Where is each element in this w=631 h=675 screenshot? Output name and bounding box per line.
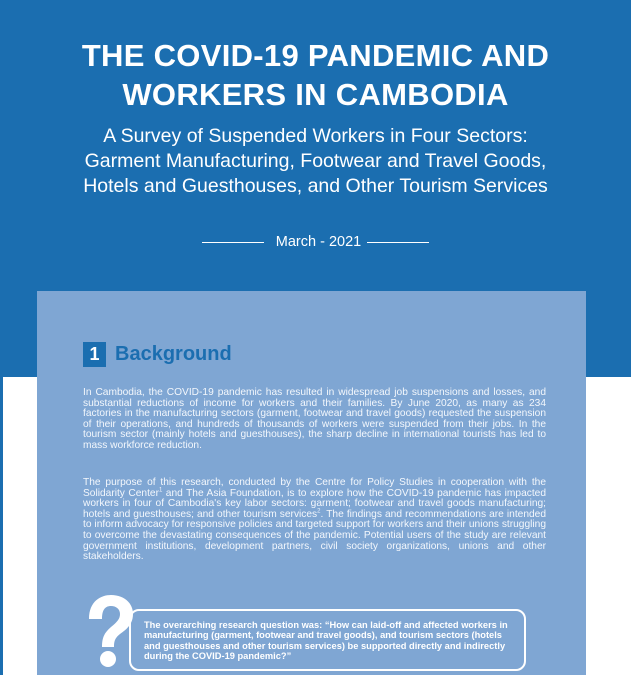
document-title: [0, 36, 631, 114]
paragraph-2-text-c: . The findings and recommendations are intended to inform advocacy for responsive policies and targeted support for workers and their unions struggling to overcome the devastating consequences of the pandemic. Potential users of the study are relevant government institutions, development partners, civil society organizations, unions and other stakeholders.: [83, 508, 546, 563]
background-paragraph-2: [83, 478, 546, 563]
document-subtitle: [0, 124, 631, 199]
date-line: [0, 232, 631, 252]
background-card: [37, 291, 586, 675]
section-heading: [83, 342, 232, 367]
paragraph-2-text-b: and The Asia Foundation, is to explore how the COVID-19 pandemic has impacted workers in four of Cambodia's key labor sectors: garment; footwear and travel goods manufacturing; hotels and guesthouses; and other tourism services: [83, 487, 547, 520]
paragraph-2-text-a: The purpose of this research, conducted by the Centre for Policy Studies in cooperation with the Solidarity Center: [83, 477, 546, 499]
footnote-ref-1: 1: [158, 487, 163, 494]
section-title: Background: [115, 343, 232, 365]
section-number: 1: [83, 342, 106, 367]
date-rule-left: [202, 242, 264, 243]
subtitle-line-3: Hotels and Guesthouses, and Other Tourism Services: [83, 175, 548, 197]
title-line-2: WORKERS IN CAMBODIA: [122, 77, 509, 112]
subtitle-line-2: Garment Manufacturing, Footwear and Travel Goods,: [84, 150, 547, 172]
background-paragraph-1: In Cambodia, the COVID-19 pandemic has resulted in widespread job suspensions and losses, and substantial reductions of income for workers and their families. By June 2020, as many as 234 factories in the manufacturing sectors (garment, footwear and travel goods) requested the suspension of their operations, and hundreds of thousands of workers were suspended from their jobs. In the tourism sector (mainly hotels and guesthouses), the sharp decline in international tourists has led to mass workforce reduction.: [83, 387, 546, 451]
subtitle-line-1: A Survey of Suspended Workers in Four Sectors:: [103, 125, 528, 147]
research-question-callout: The overarching research question was: “How can laid-off and affected workers in manufacturing (garment, footwear and travel goods), and tourism sectors (hotels and guesthouses and other tourism services) be supported directly and indirectly during the COVID-19 pandemic?”: [129, 609, 526, 671]
footnote-ref-2: 2: [317, 508, 321, 515]
publication-date: March - 2021: [275, 234, 362, 250]
date-rule-right: [367, 242, 429, 243]
title-line-1: THE COVID-19 PANDEMIC AND: [81, 38, 550, 73]
